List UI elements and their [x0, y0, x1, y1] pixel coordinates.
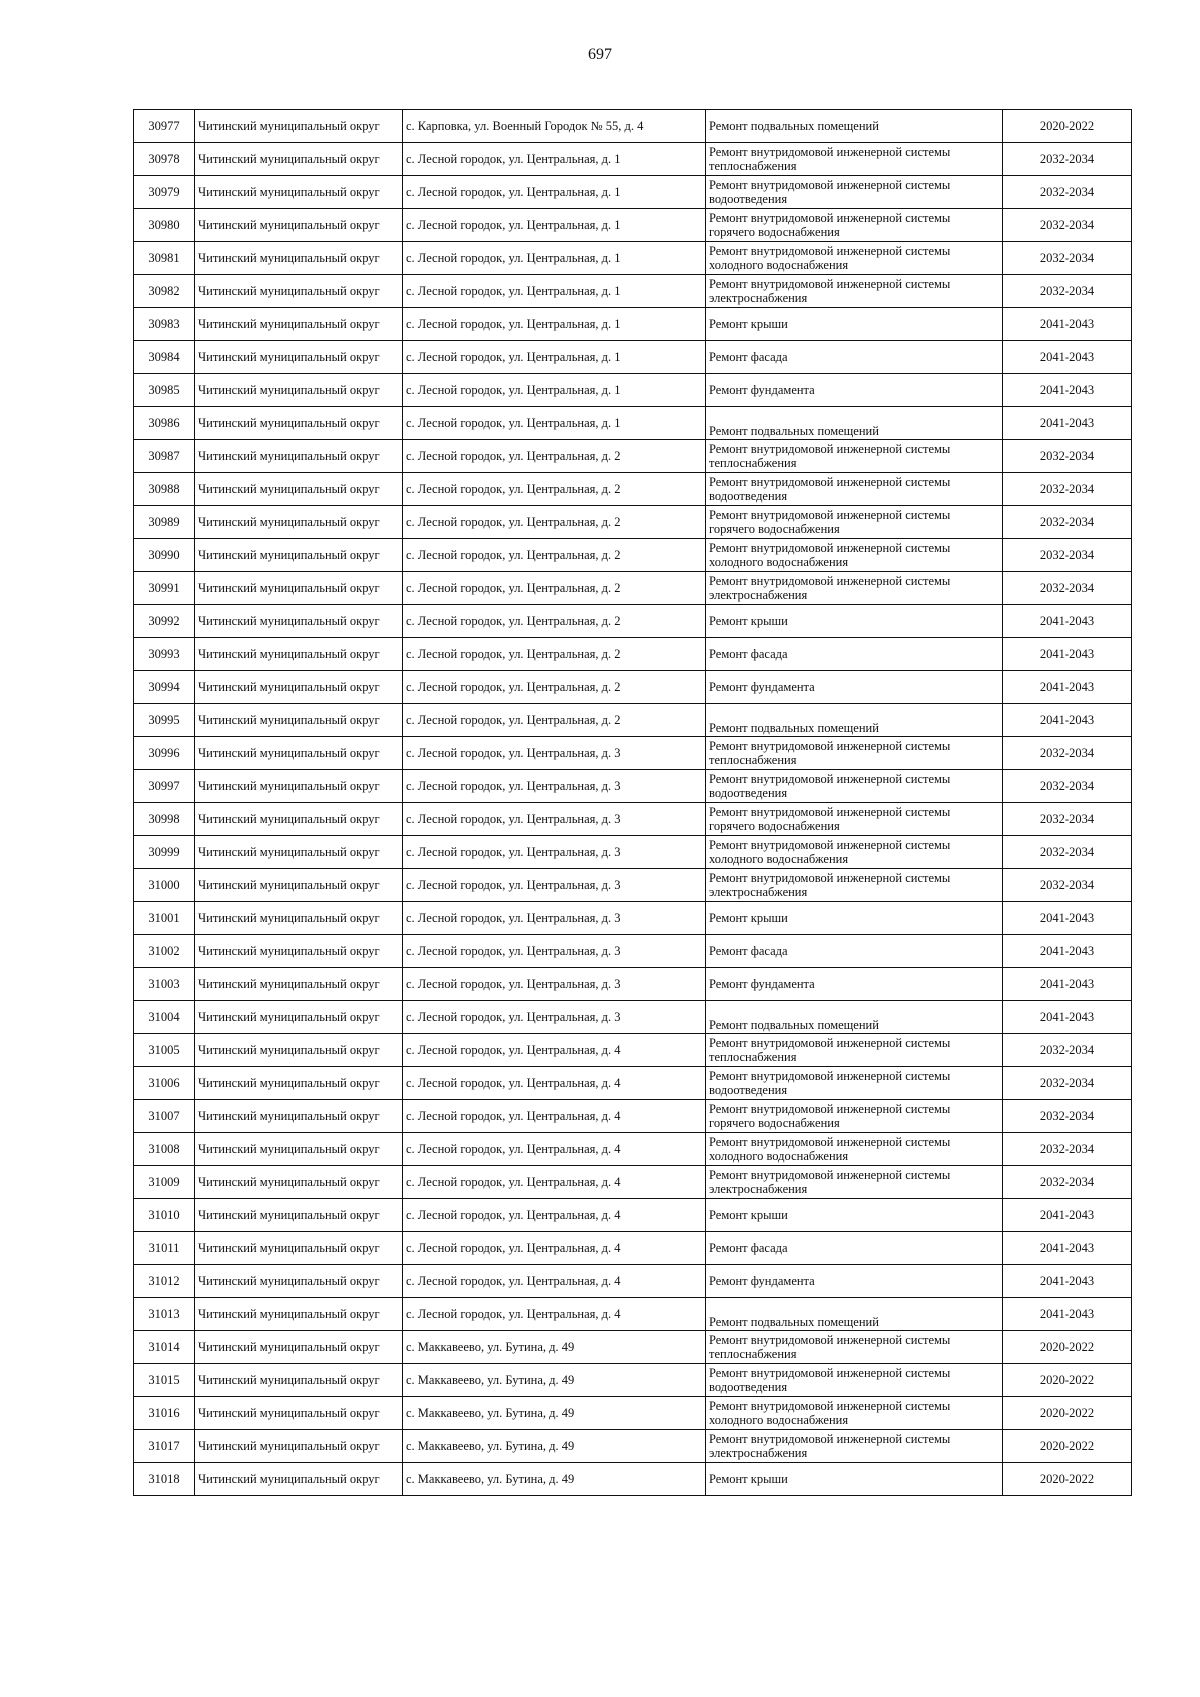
work-type-cell: Ремонт подвальных помещений — [706, 1001, 1003, 1034]
address-cell: с. Лесной городок, ул. Центральная, д. 3 — [403, 902, 706, 935]
work-type-cell: Ремонт фундамента — [706, 1265, 1003, 1298]
table-row — [134, 704, 1132, 737]
row-number: 30990 — [134, 539, 195, 572]
table-row — [134, 1034, 1132, 1067]
address-cell: с. Лесной городок, ул. Центральная, д. 1 — [403, 308, 706, 341]
address-cell: с. Лесной городок, ул. Центральная, д. 1 — [403, 242, 706, 275]
municipality-cell: Читинский муниципальный округ — [195, 341, 403, 374]
table-row — [134, 440, 1132, 473]
period-cell: 2032-2034 — [1003, 143, 1132, 176]
address-cell: с. Лесной городок, ул. Центральная, д. 4 — [403, 1133, 706, 1166]
period-cell: 2020-2022 — [1003, 1397, 1132, 1430]
municipality-cell: Читинский муниципальный округ — [195, 1331, 403, 1364]
municipality-cell: Читинский муниципальный округ — [195, 1364, 403, 1397]
work-type-cell: Ремонт фундамента — [706, 968, 1003, 1001]
work-type-cell: Ремонт фасада — [706, 341, 1003, 374]
table-row — [134, 341, 1132, 374]
work-type-cell: Ремонт внутридомовой инженерной системы электроснабжения — [706, 1166, 1003, 1199]
period-cell: 2041-2043 — [1003, 935, 1132, 968]
municipality-cell: Читинский муниципальный округ — [195, 671, 403, 704]
period-cell: 2041-2043 — [1003, 638, 1132, 671]
period-cell: 2032-2034 — [1003, 209, 1132, 242]
period-cell: 2020-2022 — [1003, 1331, 1132, 1364]
municipality-cell: Читинский муниципальный округ — [195, 737, 403, 770]
work-type-cell: Ремонт внутридомовой инженерной системы холодного водоснабжения — [706, 836, 1003, 869]
municipality-cell: Читинский муниципальный округ — [195, 1232, 403, 1265]
work-type-cell: Ремонт внутридомовой инженерной системы теплоснабжения — [706, 1034, 1003, 1067]
row-number: 30995 — [134, 704, 195, 737]
table-row — [134, 605, 1132, 638]
period-cell: 2041-2043 — [1003, 407, 1132, 440]
row-number: 30980 — [134, 209, 195, 242]
period-cell: 2032-2034 — [1003, 440, 1132, 473]
work-type-cell: Ремонт внутридомовой инженерной системы электроснабжения — [706, 275, 1003, 308]
municipality-cell: Читинский муниципальный округ — [195, 1463, 403, 1496]
address-cell: с. Лесной городок, ул. Центральная, д. 4 — [403, 1166, 706, 1199]
table-row — [134, 869, 1132, 902]
table-row — [134, 671, 1132, 704]
period-cell: 2032-2034 — [1003, 803, 1132, 836]
period-cell: 2032-2034 — [1003, 539, 1132, 572]
table-row — [134, 1001, 1132, 1034]
address-cell: с. Лесной городок, ул. Центральная, д. 2 — [403, 638, 706, 671]
address-cell: с. Лесной городок, ул. Центральная, д. 4 — [403, 1265, 706, 1298]
work-type-cell: Ремонт подвальных помещений — [706, 110, 1003, 143]
table-row — [134, 1397, 1132, 1430]
row-number: 31003 — [134, 968, 195, 1001]
municipality-cell: Читинский муниципальный округ — [195, 1067, 403, 1100]
address-cell: с. Маккавеево, ул. Бутина, д. 49 — [403, 1463, 706, 1496]
period-cell: 2032-2034 — [1003, 1133, 1132, 1166]
address-cell: с. Лесной городок, ул. Центральная, д. 3 — [403, 935, 706, 968]
row-number: 30994 — [134, 671, 195, 704]
municipality-cell: Читинский муниципальный округ — [195, 1034, 403, 1067]
work-type-cell: Ремонт внутридомовой инженерной системы водоотведения — [706, 1364, 1003, 1397]
work-type-cell: Ремонт подвальных помещений — [706, 407, 1003, 440]
period-cell: 2032-2034 — [1003, 1067, 1132, 1100]
row-number: 31016 — [134, 1397, 195, 1430]
address-cell: с. Лесной городок, ул. Центральная, д. 2 — [403, 671, 706, 704]
table-row — [134, 1199, 1132, 1232]
address-cell: с. Лесной городок, ул. Центральная, д. 2 — [403, 539, 706, 572]
address-cell: с. Лесной городок, ул. Центральная, д. 1 — [403, 407, 706, 440]
row-number: 30992 — [134, 605, 195, 638]
work-type-cell: Ремонт фасада — [706, 638, 1003, 671]
municipality-cell: Читинский муниципальный округ — [195, 902, 403, 935]
address-cell: с. Лесной городок, ул. Центральная, д. 4 — [403, 1067, 706, 1100]
work-type-cell: Ремонт внутридомовой инженерной системы водоотведения — [706, 770, 1003, 803]
address-cell: с. Лесной городок, ул. Центральная, д. 4 — [403, 1100, 706, 1133]
period-cell: 2041-2043 — [1003, 308, 1132, 341]
table-row — [134, 143, 1132, 176]
table-row — [134, 770, 1132, 803]
row-number: 31011 — [134, 1232, 195, 1265]
period-cell: 2032-2034 — [1003, 869, 1132, 902]
row-number: 31010 — [134, 1199, 195, 1232]
table-row — [134, 407, 1132, 440]
address-cell: с. Лесной городок, ул. Центральная, д. 2 — [403, 605, 706, 638]
work-type-cell: Ремонт внутридомовой инженерной системы водоотведения — [706, 176, 1003, 209]
municipality-cell: Читинский муниципальный округ — [195, 176, 403, 209]
municipality-cell: Читинский муниципальный округ — [195, 1430, 403, 1463]
table-row — [134, 110, 1132, 143]
work-type-cell: Ремонт внутридомовой инженерной системы холодного водоснабжения — [706, 539, 1003, 572]
address-cell: с. Лесной городок, ул. Центральная, д. 2 — [403, 704, 706, 737]
row-number: 31013 — [134, 1298, 195, 1331]
address-cell: с. Лесной городок, ул. Центральная, д. 2 — [403, 473, 706, 506]
table-row — [134, 1331, 1132, 1364]
table-row — [134, 176, 1132, 209]
municipality-cell: Читинский муниципальный округ — [195, 836, 403, 869]
municipality-cell: Читинский муниципальный округ — [195, 803, 403, 836]
period-cell: 2032-2034 — [1003, 275, 1132, 308]
row-number: 30986 — [134, 407, 195, 440]
row-number: 31012 — [134, 1265, 195, 1298]
row-number: 30984 — [134, 341, 195, 374]
table-row — [134, 1067, 1132, 1100]
address-cell: с. Лесной городок, ул. Центральная, д. 1 — [403, 341, 706, 374]
table-row — [134, 1430, 1132, 1463]
work-type-cell: Ремонт фасада — [706, 1232, 1003, 1265]
municipality-cell: Читинский муниципальный округ — [195, 143, 403, 176]
work-type-cell: Ремонт внутридомовой инженерной системы электроснабжения — [706, 572, 1003, 605]
row-number: 30987 — [134, 440, 195, 473]
address-cell: с. Лесной городок, ул. Центральная, д. 1 — [403, 209, 706, 242]
period-cell: 2041-2043 — [1003, 968, 1132, 1001]
row-number: 31006 — [134, 1067, 195, 1100]
work-type-cell: Ремонт внутридомовой инженерной системы горячего водоснабжения — [706, 506, 1003, 539]
table-row — [134, 1166, 1132, 1199]
work-type-cell: Ремонт внутридомовой инженерной системы электроснабжения — [706, 1430, 1003, 1463]
address-cell: с. Лесной городок, ул. Центральная, д. 3 — [403, 869, 706, 902]
address-cell: с. Лесной городок, ул. Центральная, д. 4 — [403, 1298, 706, 1331]
period-cell: 2041-2043 — [1003, 605, 1132, 638]
table-row — [134, 1133, 1132, 1166]
row-number: 31002 — [134, 935, 195, 968]
table-row — [134, 737, 1132, 770]
work-type-cell: Ремонт внутридомовой инженерной системы электроснабжения — [706, 869, 1003, 902]
municipality-cell: Читинский муниципальный округ — [195, 935, 403, 968]
municipality-cell: Читинский муниципальный округ — [195, 308, 403, 341]
table-row — [134, 935, 1132, 968]
municipality-cell: Читинский муниципальный округ — [195, 1265, 403, 1298]
period-cell: 2032-2034 — [1003, 176, 1132, 209]
row-number: 31018 — [134, 1463, 195, 1496]
address-cell: с. Карповка, ул. Военный Городок № 55, д. 4 — [403, 110, 706, 143]
address-cell: с. Маккавеево, ул. Бутина, д. 49 — [403, 1430, 706, 1463]
period-cell: 2041-2043 — [1003, 1265, 1132, 1298]
row-number: 31017 — [134, 1430, 195, 1463]
work-type-cell: Ремонт крыши — [706, 1199, 1003, 1232]
municipality-cell: Читинский муниципальный округ — [195, 440, 403, 473]
period-cell: 2032-2034 — [1003, 836, 1132, 869]
municipality-cell: Читинский муниципальный округ — [195, 605, 403, 638]
period-cell: 2041-2043 — [1003, 1232, 1132, 1265]
municipality-cell: Читинский муниципальный округ — [195, 275, 403, 308]
period-cell: 2041-2043 — [1003, 341, 1132, 374]
municipality-cell: Читинский муниципальный округ — [195, 638, 403, 671]
row-number: 30999 — [134, 836, 195, 869]
work-type-cell: Ремонт крыши — [706, 308, 1003, 341]
row-number: 30981 — [134, 242, 195, 275]
row-number: 31009 — [134, 1166, 195, 1199]
row-number: 31005 — [134, 1034, 195, 1067]
work-type-cell: Ремонт крыши — [706, 902, 1003, 935]
work-type-cell: Ремонт внутридомовой инженерной системы холодного водоснабжения — [706, 1133, 1003, 1166]
municipality-cell: Читинский муниципальный округ — [195, 1166, 403, 1199]
row-number: 31014 — [134, 1331, 195, 1364]
municipality-cell: Читинский муниципальный округ — [195, 1397, 403, 1430]
municipality-cell: Читинский муниципальный округ — [195, 1001, 403, 1034]
municipality-cell: Читинский муниципальный округ — [195, 770, 403, 803]
municipality-cell: Читинский муниципальный округ — [195, 473, 403, 506]
period-cell: 2041-2043 — [1003, 671, 1132, 704]
municipality-cell: Читинский муниципальный округ — [195, 1100, 403, 1133]
address-cell: с. Лесной городок, ул. Центральная, д. 1 — [403, 176, 706, 209]
period-cell: 2020-2022 — [1003, 1463, 1132, 1496]
period-cell: 2032-2034 — [1003, 242, 1132, 275]
address-cell: с. Лесной городок, ул. Центральная, д. 1 — [403, 143, 706, 176]
address-cell: с. Лесной городок, ул. Центральная, д. 4 — [403, 1232, 706, 1265]
municipality-cell: Читинский муниципальный округ — [195, 1298, 403, 1331]
table-row — [134, 275, 1132, 308]
municipality-cell: Читинский муниципальный округ — [195, 1133, 403, 1166]
table-body — [134, 110, 1132, 1496]
row-number: 30998 — [134, 803, 195, 836]
period-cell: 2041-2043 — [1003, 902, 1132, 935]
work-type-cell: Ремонт фундамента — [706, 671, 1003, 704]
municipality-cell: Читинский муниципальный округ — [195, 1199, 403, 1232]
municipality-cell: Читинский муниципальный округ — [195, 407, 403, 440]
municipality-cell: Читинский муниципальный округ — [195, 242, 403, 275]
table-row — [134, 242, 1132, 275]
municipality-cell: Читинский муниципальный округ — [195, 374, 403, 407]
table-row — [134, 803, 1132, 836]
address-cell: с. Лесной городок, ул. Центральная, д. 3 — [403, 803, 706, 836]
table-row — [134, 374, 1132, 407]
period-cell: 2041-2043 — [1003, 704, 1132, 737]
work-type-cell: Ремонт фундамента — [706, 374, 1003, 407]
row-number: 31007 — [134, 1100, 195, 1133]
period-cell: 2032-2034 — [1003, 770, 1132, 803]
address-cell: с. Лесной городок, ул. Центральная, д. 4 — [403, 1034, 706, 1067]
municipality-cell: Читинский муниципальный округ — [195, 869, 403, 902]
work-type-cell: Ремонт фасада — [706, 935, 1003, 968]
municipality-cell: Читинский муниципальный округ — [195, 704, 403, 737]
table-row — [134, 836, 1132, 869]
period-cell: 2020-2022 — [1003, 1364, 1132, 1397]
table-row — [134, 902, 1132, 935]
address-cell: с. Лесной городок, ул. Центральная, д. 3 — [403, 737, 706, 770]
work-type-cell: Ремонт внутридомовой инженерной системы холодного водоснабжения — [706, 242, 1003, 275]
row-number: 31000 — [134, 869, 195, 902]
period-cell: 2041-2043 — [1003, 1001, 1132, 1034]
period-cell: 2032-2034 — [1003, 473, 1132, 506]
work-type-cell: Ремонт крыши — [706, 1463, 1003, 1496]
period-cell: 2020-2022 — [1003, 110, 1132, 143]
row-number: 30993 — [134, 638, 195, 671]
period-cell: 2020-2022 — [1003, 1430, 1132, 1463]
row-number: 30978 — [134, 143, 195, 176]
address-cell: с. Лесной городок, ул. Центральная, д. 1 — [403, 275, 706, 308]
period-cell: 2041-2043 — [1003, 374, 1132, 407]
row-number: 30988 — [134, 473, 195, 506]
municipality-cell: Читинский муниципальный округ — [195, 506, 403, 539]
work-type-cell: Ремонт внутридомовой инженерной системы холодного водоснабжения — [706, 1397, 1003, 1430]
table-row — [134, 539, 1132, 572]
address-cell: с. Маккавеево, ул. Бутина, д. 49 — [403, 1331, 706, 1364]
table-row — [134, 968, 1132, 1001]
address-cell: с. Лесной городок, ул. Центральная, д. 3 — [403, 968, 706, 1001]
table-row — [134, 572, 1132, 605]
period-cell: 2032-2034 — [1003, 572, 1132, 605]
row-number: 31008 — [134, 1133, 195, 1166]
table-row — [134, 1298, 1132, 1331]
row-number: 31004 — [134, 1001, 195, 1034]
municipality-cell: Читинский муниципальный округ — [195, 539, 403, 572]
row-number: 30979 — [134, 176, 195, 209]
row-number: 30989 — [134, 506, 195, 539]
work-type-cell: Ремонт крыши — [706, 605, 1003, 638]
address-cell: с. Лесной городок, ул. Центральная, д. 4 — [403, 1199, 706, 1232]
table-row — [134, 1100, 1132, 1133]
municipality-cell: Читинский муниципальный округ — [195, 572, 403, 605]
period-cell: 2041-2043 — [1003, 1298, 1132, 1331]
table-row — [134, 1364, 1132, 1397]
work-type-cell: Ремонт внутридомовой инженерной системы водоотведения — [706, 473, 1003, 506]
address-cell: с. Лесной городок, ул. Центральная, д. 3 — [403, 1001, 706, 1034]
address-cell: с. Лесной городок, ул. Центральная, д. 2 — [403, 506, 706, 539]
work-type-cell: Ремонт внутридомовой инженерной системы теплоснабжения — [706, 440, 1003, 473]
table-row — [134, 1463, 1132, 1496]
page-number: 697 — [588, 46, 612, 63]
municipality-cell: Читинский муниципальный округ — [195, 209, 403, 242]
period-cell: 2032-2034 — [1003, 737, 1132, 770]
row-number: 31001 — [134, 902, 195, 935]
table-row — [134, 308, 1132, 341]
work-type-cell: Ремонт внутридомовой инженерной системы теплоснабжения — [706, 1331, 1003, 1364]
address-cell: с. Лесной городок, ул. Центральная, д. 3 — [403, 836, 706, 869]
address-cell: с. Лесной городок, ул. Центральная, д. 1 — [403, 374, 706, 407]
work-type-cell: Ремонт внутридомовой инженерной системы водоотведения — [706, 1067, 1003, 1100]
row-number: 30982 — [134, 275, 195, 308]
work-type-cell: Ремонт внутридомовой инженерной системы горячего водоснабжения — [706, 803, 1003, 836]
row-number: 30983 — [134, 308, 195, 341]
table-row — [134, 209, 1132, 242]
row-number: 30997 — [134, 770, 195, 803]
period-cell: 2041-2043 — [1003, 1199, 1132, 1232]
address-cell: с. Лесной городок, ул. Центральная, д. 2 — [403, 572, 706, 605]
address-cell: с. Маккавеево, ул. Бутина, д. 49 — [403, 1364, 706, 1397]
table-row — [134, 473, 1132, 506]
period-cell: 2032-2034 — [1003, 506, 1132, 539]
capital-repair-register-table — [133, 109, 1132, 1496]
municipality-cell: Читинский муниципальный округ — [195, 110, 403, 143]
work-type-cell: Ремонт внутридомовой инженерной системы горячего водоснабжения — [706, 1100, 1003, 1133]
municipality-cell: Читинский муниципальный округ — [195, 968, 403, 1001]
row-number: 30996 — [134, 737, 195, 770]
address-cell: с. Лесной городок, ул. Центральная, д. 2 — [403, 440, 706, 473]
address-cell: с. Маккавеево, ул. Бутина, д. 49 — [403, 1397, 706, 1430]
work-type-cell: Ремонт внутридомовой инженерной системы теплоснабжения — [706, 737, 1003, 770]
work-type-cell: Ремонт подвальных помещений — [706, 704, 1003, 737]
address-cell: с. Лесной городок, ул. Центральная, д. 3 — [403, 770, 706, 803]
period-cell: 2032-2034 — [1003, 1166, 1132, 1199]
work-type-cell: Ремонт внутридомовой инженерной системы горячего водоснабжения — [706, 209, 1003, 242]
table-row — [134, 506, 1132, 539]
work-type-cell: Ремонт внутридомовой инженерной системы теплоснабжения — [706, 143, 1003, 176]
row-number: 30977 — [134, 110, 195, 143]
row-number: 30985 — [134, 374, 195, 407]
period-cell: 2032-2034 — [1003, 1034, 1132, 1067]
table-row — [134, 1265, 1132, 1298]
work-type-cell: Ремонт подвальных помещений — [706, 1298, 1003, 1331]
row-number: 30991 — [134, 572, 195, 605]
row-number: 31015 — [134, 1364, 195, 1397]
table-row — [134, 638, 1132, 671]
table-row — [134, 1232, 1132, 1265]
period-cell: 2032-2034 — [1003, 1100, 1132, 1133]
